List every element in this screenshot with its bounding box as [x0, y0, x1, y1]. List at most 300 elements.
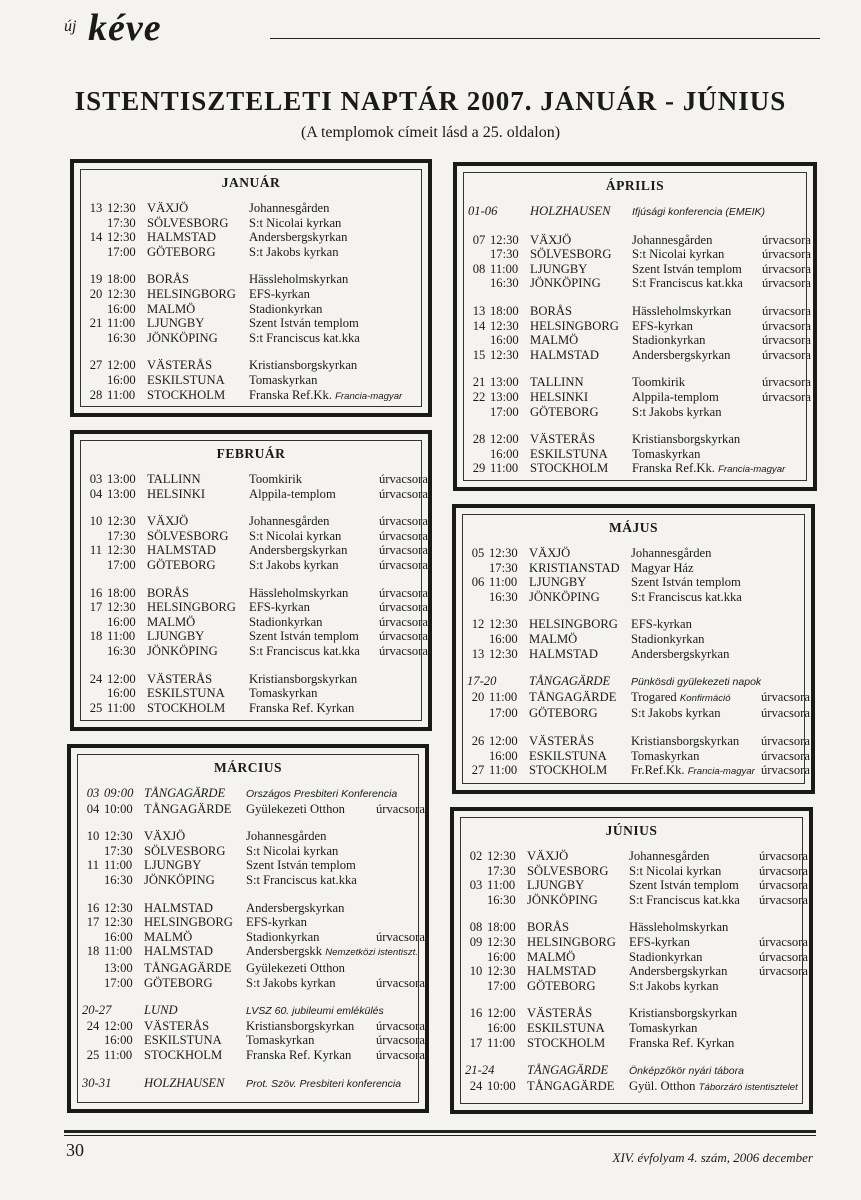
venue: Kristiansborgskyrkan [631, 733, 740, 748]
time: 12:00 [490, 432, 519, 447]
row-spacer [82, 888, 412, 901]
month-box-junius [450, 807, 813, 1114]
day: 10 [86, 829, 100, 844]
page-number: 30 [66, 1140, 84, 1160]
row-spacer [467, 604, 798, 617]
communion-note: úrvacsora [376, 801, 425, 816]
time: 12:30 [104, 829, 133, 844]
venue: S:t Nicolai kyrkan [249, 215, 342, 230]
time: 16:00 [487, 1020, 516, 1035]
venue-note: Francia-magyar [335, 390, 403, 402]
row-spacer [465, 993, 796, 1006]
venue-name: Franska Ref.Kk. [249, 387, 332, 402]
day: 27 [471, 763, 485, 778]
time: 11:00 [487, 878, 516, 893]
service-row [467, 733, 810, 749]
service-row [465, 1021, 796, 1036]
venue: Franska Ref. Kyrkan [629, 1035, 735, 1050]
venue: Kristiansborgskyrkan [629, 1006, 738, 1021]
time: 12:30 [489, 546, 518, 560]
time: 17:30 [107, 215, 136, 230]
communion-note: úrvacsora [759, 849, 808, 863]
service-row [467, 590, 798, 605]
city: LJUNGBY [147, 629, 205, 644]
communion-note: úrvacsora [762, 247, 811, 262]
day: 03 [86, 786, 100, 800]
city: ESKILSTUNA [527, 1020, 605, 1035]
city: STOCKHOLM [147, 387, 226, 402]
day: 04 [86, 801, 100, 816]
day: 09 [469, 934, 483, 949]
month-box-marcius [67, 744, 429, 1113]
service-row [465, 863, 808, 879]
day: 28 [472, 432, 486, 447]
service-row [468, 432, 800, 447]
communion-note: úrvacsora [376, 1018, 425, 1033]
venue: Andersbergskyrkan [629, 964, 728, 979]
time: 11:00 [489, 575, 518, 590]
time: 11:00 [489, 763, 518, 778]
venue: Gyülekezeti Otthon [246, 801, 345, 816]
day: 29 [472, 461, 486, 476]
service-row [465, 1006, 796, 1021]
time: 16:00 [107, 686, 136, 701]
service-row [465, 979, 796, 994]
time: 13:00 [490, 389, 519, 404]
event-row [82, 786, 412, 802]
page-subtitle: (A templomok címeit lásd a 25. oldalon) [300, 124, 561, 141]
communion-note: úrvacsora [762, 333, 811, 348]
month-title: FEBRUÁR [216, 446, 286, 461]
service-row [468, 333, 811, 348]
city: LJUNGBY [530, 261, 588, 276]
venue: S:t Jakobs kyrkan [629, 978, 719, 993]
city: TÅNGAGÄRDE [529, 674, 611, 689]
day: 08 [472, 261, 486, 276]
day: 17 [89, 600, 103, 615]
city: SÖLVESBORG [530, 247, 612, 262]
footer-rule-thin [64, 1135, 816, 1136]
communion-note: úrvacsora [762, 318, 811, 333]
day: 03 [469, 878, 483, 893]
communion-note: úrvacsora [759, 892, 808, 907]
service-row [85, 373, 415, 388]
time: 11:00 [489, 689, 518, 704]
communion-note: úrvacsora [762, 276, 811, 291]
venue: S:t Jakobs kyrkan [632, 404, 722, 419]
city: GÖTEBORG [144, 975, 213, 990]
venue: Stadionkyrkan [629, 949, 703, 964]
service-row [82, 829, 412, 844]
schedule-list [461, 849, 808, 1095]
day: 02 [469, 849, 483, 863]
issue-info: XIV. évfolyam 4. szám, 2006 december [612, 1150, 813, 1165]
schedule-list [81, 201, 421, 404]
footer-rule [64, 1130, 816, 1133]
service-row [82, 901, 412, 916]
service-row [467, 706, 810, 721]
venue: S:t Jakobs kyrkan [249, 557, 339, 572]
time: 16:00 [487, 949, 516, 964]
time: 12:30 [104, 900, 133, 915]
time: 16:00 [489, 748, 518, 763]
time: 16:30 [490, 276, 519, 291]
communion-note: úrvacsora [379, 585, 428, 600]
venue: S:t Jakobs kyrkan [246, 975, 336, 990]
city: TÅNGAGÄRDE [527, 1063, 609, 1078]
venue: EFS-kyrkan [632, 318, 693, 333]
service-row [468, 347, 811, 363]
service-row [467, 561, 798, 576]
day: 18 [86, 944, 100, 959]
service-row [465, 878, 808, 893]
time: 16:30 [489, 589, 518, 604]
masthead-prefix: új [64, 18, 77, 35]
city: VÄSTERÅS [147, 671, 213, 686]
day: 12 [471, 617, 485, 632]
day: 03 [89, 472, 103, 486]
city: MALMÖ [144, 929, 193, 944]
month-title: JANUÁR [221, 175, 281, 190]
month-title: JÚNIUS [605, 823, 658, 838]
schedule-list [463, 546, 810, 780]
time: 16:00 [107, 301, 136, 316]
venue: Alppila-templom [249, 486, 336, 501]
time: 16:30 [107, 330, 136, 345]
time: 11:00 [107, 387, 136, 402]
day: 04 [89, 486, 103, 501]
time: 12:00 [107, 358, 136, 373]
day: 21 [472, 375, 486, 390]
service-row [85, 672, 415, 687]
venue: Kristiansborgskyrkan [249, 358, 358, 373]
service-row [82, 873, 412, 888]
city: HALMSTAD [147, 230, 216, 245]
venue: Hässleholmskyrkan [629, 920, 729, 935]
venue: Stadionkyrkan [632, 333, 706, 348]
service-row [465, 920, 796, 935]
city: GÖTEBORG [147, 244, 216, 259]
venue: Hässleholmskyrkan [632, 303, 732, 318]
city: SÖLVESBORG [147, 528, 229, 543]
venue: S:t Jakobs kyrkan [631, 706, 721, 721]
row-spacer [468, 220, 800, 233]
city: HALMSTAD [529, 646, 598, 661]
service-row [468, 461, 800, 478]
communion-note: úrvacsora [376, 1047, 425, 1062]
time: 12:30 [490, 318, 519, 333]
venue: S:t Franciscus kat.kka [249, 330, 360, 345]
venue: Johannesgården [249, 201, 330, 215]
service-row [85, 287, 415, 302]
city: JÖNKÖPING [144, 872, 215, 887]
service-row [468, 232, 811, 248]
venue: Johannesgården [632, 232, 713, 247]
venue: Andersbergskyrkan [631, 646, 730, 661]
service-row [82, 1033, 425, 1048]
time: 16:30 [107, 643, 136, 658]
venue: Tomaskyrkan [249, 372, 318, 387]
venue-note: Nemzetközi istentiszt. [325, 947, 418, 959]
venue: Szent István templom [631, 575, 741, 590]
venue: Toomkirik [249, 472, 302, 486]
venue: Kristiansborgskyrkan [249, 671, 358, 686]
service-row [467, 647, 798, 662]
time: 12:30 [487, 964, 516, 979]
service-row [468, 405, 800, 420]
city: JÖNKÖPING [529, 589, 600, 604]
venue: Andersbergskyrkan [632, 347, 731, 362]
city: JÖNKÖPING [530, 276, 601, 291]
day: 16 [469, 1006, 483, 1021]
time: 12:30 [107, 514, 136, 529]
day: 18 [89, 629, 103, 644]
city: MALMÖ [147, 614, 196, 629]
service-row [465, 849, 808, 864]
service-row [468, 389, 811, 405]
venue: Pünkösdi gyülekezeti napok [631, 676, 762, 689]
city: SÖLVESBORG [144, 843, 226, 858]
month-title: MÁJUS [609, 520, 658, 535]
communion-note: úrvacsora [376, 975, 425, 990]
communion-note: úrvacsora [761, 748, 810, 763]
communion-note: úrvacsora [762, 303, 811, 318]
page-title: ISTENTISZTELETI NAPTÁR 2007. JANUÁR - JÚNIUS [74, 86, 787, 116]
time: 12:30 [107, 286, 136, 301]
venue [246, 944, 418, 961]
time: 17:30 [487, 863, 516, 878]
time: 11:00 [490, 461, 519, 476]
communion-note: úrvacsora [379, 629, 428, 644]
communion-note: úrvacsora [379, 557, 428, 572]
city: BORÅS [147, 272, 189, 287]
city: HALMSTAD [147, 543, 216, 558]
venue-note: Francia-magyar [687, 766, 755, 778]
masthead-title: kéve [88, 7, 162, 49]
masthead-rule [270, 38, 820, 39]
venue: Franska Ref. Kyrkan [246, 1047, 352, 1062]
venue [631, 763, 761, 780]
service-row [468, 303, 811, 319]
service-row [82, 801, 425, 817]
service-row [85, 701, 415, 716]
day: 20-27 [82, 1003, 112, 1018]
time: 16:00 [489, 631, 518, 646]
event-row [82, 1003, 412, 1019]
day: 17 [86, 915, 100, 930]
city: ESKILSTUNA [147, 686, 225, 701]
event-row [465, 1063, 796, 1079]
service-row [85, 629, 428, 644]
time: 12:00 [107, 671, 136, 686]
day: 24 [89, 671, 103, 686]
venue: Johannesgården [629, 849, 710, 863]
communion-note: úrvacsora [762, 232, 811, 247]
venue-note: Francia-magyar [718, 464, 786, 476]
time: 12:30 [107, 600, 136, 615]
venue: Szent István templom [249, 629, 359, 644]
day: 28 [89, 387, 103, 402]
service-row [85, 486, 428, 502]
city: LUND [144, 1003, 178, 1018]
venue-name: Gyül. Otthon [629, 1078, 696, 1093]
event-row [82, 1076, 412, 1092]
time: 18:00 [487, 920, 516, 935]
service-row [467, 763, 810, 780]
day: 21-24 [465, 1063, 495, 1078]
time: 12:30 [490, 347, 519, 362]
venue: Tomaskyrkan [246, 1033, 315, 1048]
schedule-list [464, 204, 811, 478]
time: 12:30 [487, 849, 516, 863]
time: 17:00 [487, 978, 516, 993]
day: 20 [89, 286, 103, 301]
venue: Magyar Ház [631, 560, 694, 575]
city: LJUNGBY [144, 858, 202, 873]
communion-note: úrvacsora [376, 929, 425, 944]
city: HALMSTAD [527, 964, 596, 979]
venue: Tomaskyrkan [632, 446, 701, 461]
city: HELSINGBORG [147, 286, 236, 301]
city: MALMÖ [530, 333, 579, 348]
city: MALMÖ [529, 631, 578, 646]
venue: EFS-kyrkan [249, 600, 310, 615]
venue: Kristiansborgskyrkan [246, 1018, 355, 1033]
row-spacer [82, 990, 412, 1003]
row-spacer [85, 573, 415, 586]
service-row [465, 949, 808, 965]
service-row [82, 915, 412, 930]
service-row [82, 844, 412, 859]
service-row [465, 964, 808, 979]
communion-note: úrvacsora [762, 347, 811, 362]
communion-note: úrvacsora [379, 600, 428, 615]
city: STOCKHOLM [530, 461, 609, 476]
service-row [85, 585, 428, 601]
schedule-list [78, 786, 425, 1091]
day: 17-20 [467, 674, 497, 689]
month-box-januar [70, 159, 432, 417]
time: 12:30 [489, 617, 518, 632]
row-spacer [468, 362, 800, 375]
day: 14 [472, 318, 486, 333]
day: 10 [89, 514, 103, 529]
day: 13 [472, 303, 486, 318]
venue: Stadionkyrkan [249, 301, 323, 316]
time: 11:00 [107, 629, 136, 644]
communion-note: úrvacsora [762, 375, 811, 390]
city: HELSINGBORG [527, 934, 616, 949]
venue: Tomaskyrkan [631, 748, 700, 763]
service-row [465, 1079, 796, 1096]
city: VÄXJÖ [527, 849, 569, 863]
time: 11:00 [104, 944, 133, 959]
venue: Johannesgården [249, 514, 330, 529]
city: ESKILSTUNA [530, 446, 608, 461]
city: MALMÖ [147, 301, 196, 316]
time: 16:30 [487, 892, 516, 907]
communion-note: úrvacsora [761, 763, 810, 778]
city: HELSINKI [147, 486, 206, 501]
city: VÄSTERÅS [147, 358, 213, 373]
city: TÅNGAGÄRDE [144, 786, 226, 800]
service-row [85, 557, 428, 573]
time: 11:00 [104, 858, 133, 873]
service-row [82, 961, 412, 976]
city: HALMSTAD [530, 347, 599, 362]
day: 14 [89, 230, 103, 245]
service-row [85, 216, 415, 231]
venue: EFS-kyrkan [249, 286, 310, 301]
city: SÖLVESBORG [527, 863, 609, 878]
time: 16:00 [490, 446, 519, 461]
service-row [467, 632, 798, 647]
city: HELSINKI [530, 389, 589, 404]
day: 26 [471, 733, 485, 748]
service-row [82, 1018, 425, 1034]
service-row [85, 272, 415, 287]
day: 16 [86, 900, 100, 915]
service-row [85, 358, 415, 373]
city: TALLINN [147, 472, 201, 486]
month-box-aprilis [453, 162, 817, 491]
city: LJUNGBY [527, 878, 585, 893]
city: LJUNGBY [529, 575, 587, 590]
time: 13:00 [107, 486, 136, 501]
venue [632, 461, 785, 478]
venue: Alppila-templom [632, 389, 719, 404]
communion-note: úrvacsora [379, 643, 428, 658]
row-spacer [465, 1050, 796, 1063]
service-row [468, 375, 811, 390]
city: JÖNKÖPING [147, 330, 218, 345]
venue: Gyülekezeti Otthon [246, 960, 345, 975]
venue [629, 1079, 798, 1096]
time: 10:00 [104, 801, 133, 816]
time: 13:00 [490, 375, 519, 390]
city: HELSINGBORG [529, 617, 618, 632]
city: HALMSTAD [144, 900, 213, 915]
communion-note: úrvacsora [379, 528, 428, 543]
day: 11 [89, 543, 103, 558]
venue: Stadionkyrkan [249, 614, 323, 629]
service-row [85, 528, 428, 544]
service-row [467, 575, 798, 590]
city: JÖNKÖPING [147, 643, 218, 658]
city: BORÅS [530, 303, 572, 318]
day: 24 [86, 1018, 100, 1033]
month-box-februar [70, 430, 432, 731]
city: ESKILSTUNA [529, 748, 607, 763]
venue: Ifjúsági konferencia (EMEIK) [632, 206, 766, 218]
service-row [82, 858, 412, 873]
city: ESKILSTUNA [144, 1033, 222, 1048]
day: 25 [86, 1047, 100, 1062]
venue: Kristiansborgskyrkan [632, 432, 741, 447]
row-spacer [85, 659, 415, 672]
month-box-majus [452, 504, 815, 794]
service-row [85, 230, 415, 245]
venue: Önképzőkör nyári tábora [629, 1065, 744, 1078]
communion-note: úrvacsora [379, 514, 428, 529]
city: KRISTIANSTAD [529, 560, 620, 575]
venue: Andersbergskyrkan [249, 230, 348, 245]
schedule-list [81, 472, 428, 715]
venue: Andersbergskyrkan [246, 900, 345, 915]
venue: Toomkirik [632, 375, 685, 390]
venue: Johannesgården [246, 829, 327, 844]
time: 16:00 [490, 333, 519, 348]
